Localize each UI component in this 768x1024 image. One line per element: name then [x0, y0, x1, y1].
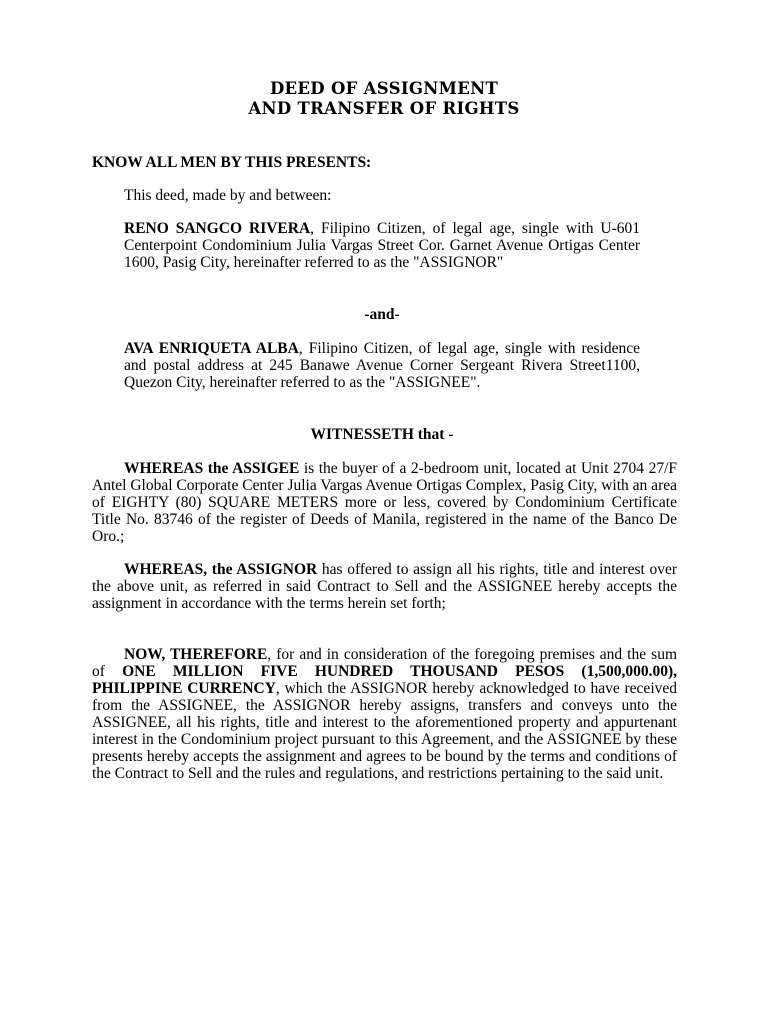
whereas-paragraph-2	[92, 561, 677, 612]
assignor-details: , Filipino Citizen, of legal age, single with U-601 Centerpoint Condominium Julia Vargas Street Cor. Garnet Avenue Ortigas Center 1600, Pasig City, hereinafter referred to as the "ASSIGNOR"	[124, 220, 640, 271]
whereas-2-text: has offered to assign all his rights, title and interest over the above unit, as referred in said Contract to Sell and the ASSIGNEE hereby accepts the assignment in accordance with the terms herein set forth;	[92, 561, 678, 612]
whereas-1-lead: WHEREAS the ASSIGEE	[124, 460, 300, 477]
document-title-line-1: DEED OF ASSIGNMENT	[269, 79, 499, 98]
whereas-2-lead: WHEREAS, the ASSIGNOR	[124, 561, 318, 578]
and-text: -and-	[364, 306, 400, 323]
witnesseth-heading	[124, 426, 640, 443]
and-separator	[124, 306, 640, 323]
assignor-paragraph	[124, 220, 640, 271]
whereas-paragraph-1	[92, 460, 677, 545]
opening-text: KNOW ALL MEN BY THIS PRESENTS:	[92, 154, 372, 171]
now-therefore-lead: NOW, THEREFORE	[124, 646, 268, 663]
opening-clause	[92, 154, 371, 171]
now-therefore-paragraph	[92, 646, 677, 782]
assignor-name: RENO SANGCO RIVERA	[124, 220, 311, 237]
whereas-1-text: is the buyer of a 2-bedroom unit, located at Unit 2704 27/F Antel Global Corporate Center Julia Vargas Avenue Ortigas Complex, Pasig City, with an area of EIGHTY (80) SQUARE METERS more or less, covered by Condominium Certificate Title No. 83746 of the register of Deeds of Manila, registered in the name of the Banco De Oro.;	[92, 460, 678, 545]
now-therefore-text-1: , for and in consideration of the foregoing premises and the sum of	[92, 646, 677, 680]
document-title-line-2: AND TRANSFER OF RIGHTS	[248, 99, 520, 118]
consideration-amount: ONE MILLION FIVE HUNDRED THOUSAND PESOS (1,500,000.00), PHILIPPINE CURRENCY	[92, 663, 677, 697]
now-therefore-text-2: , which the ASSIGNOR hereby acknowledged to have received from the ASSIGNEE, the ASSIGNOR hereby assigns, transfers and conveys unto the ASSIGNEE, all his rights, title and interest to the aforementioned property and appurtenant interest in the Condominium project pursuant to this Agreement, and the ASSIGNEE by these presents hereby accepts the assignment and agrees to be bound by the terms and conditions of the Contract to Sell and the rules and regulations, and restrictions pertaining to the said unit.	[92, 680, 677, 782]
assignee-details: , Filipino Citizen, of legal age, single with residence and postal address at 245 Banawe Avenue Corner Sergeant Rivera Street1100, Quezon City, hereinafter referred to as the "ASSIGNEE".	[124, 340, 640, 391]
intro-text: This deed, made by and between:	[124, 187, 332, 204]
assignee-paragraph	[124, 340, 640, 391]
assignee-name: AVA ENRIQUETA ALBA	[124, 340, 299, 357]
witnesseth-text: WITNESSETH that -	[310, 426, 454, 443]
